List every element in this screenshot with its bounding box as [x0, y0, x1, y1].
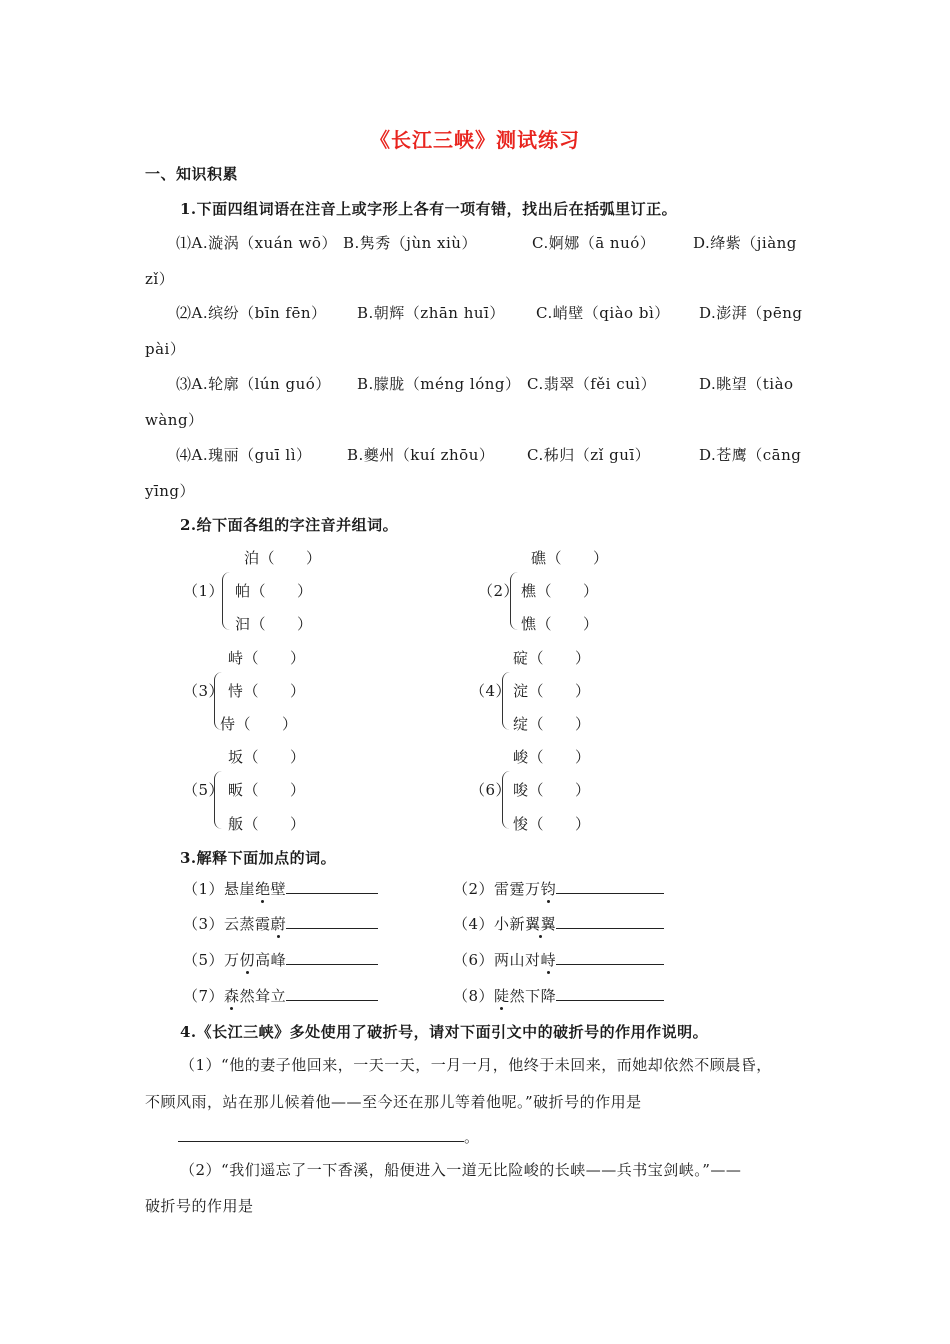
brace-icon [214, 771, 222, 829]
term-item: （3）云蒸霞蔚 [183, 913, 378, 934]
term-item: （1）悬崖绝壁 [183, 878, 378, 899]
quote-1-line-2: 不顾风雨，站在那儿候着他——至今还在那儿等着他呢。”破折号的作用是 [145, 1093, 642, 1111]
answer-blank[interactable] [556, 879, 664, 894]
answer-blank[interactable] [178, 1141, 464, 1142]
term-item: （5）万仞高峰 [183, 949, 378, 970]
answer-blank[interactable] [286, 950, 378, 965]
quote-2-line-1: （2）“我们遥忘了一下香溪，船便进入一道无比险峻的长峡——兵书宝剑峡。”—— [180, 1161, 742, 1179]
term-item: （7）森然耸立 [183, 985, 378, 1006]
q1-prompt: 1.下面四组词语在注音上或字形上各有一项有错，找出后在括弧里订正。 [180, 200, 678, 218]
q3-prompt: 3.解释下面加点的词。 [180, 849, 337, 867]
brace-icon [502, 771, 510, 829]
quote-1-line-1: （1）“他的妻子他回来，一天一天，一月一月，他终于未回来，而她却依然不顾晨昏， [180, 1056, 772, 1074]
answer-blank[interactable] [556, 914, 664, 929]
q2-prompt: 2.给下面各组的字注音并组词。 [180, 516, 399, 534]
answer-blank[interactable] [286, 879, 378, 894]
answer-blank[interactable] [556, 986, 664, 1001]
answer-blank[interactable] [286, 914, 378, 929]
term-item: （2）雷霆万钧 [453, 878, 664, 899]
answer-blank[interactable] [556, 950, 664, 965]
term-item: （8）陡然下降 [453, 985, 664, 1006]
term-item: （4）小新翼翼 [453, 913, 664, 934]
brace-icon [510, 572, 518, 630]
brace-icon [502, 672, 510, 730]
period: 。 [464, 1128, 480, 1146]
page-title: 《长江三峡》测试练习 [370, 128, 580, 152]
term-item: （6）两山对峙 [453, 949, 664, 970]
brace-icon [222, 572, 230, 630]
quote-2-line-2: 破折号的作用是 [145, 1197, 254, 1215]
q4-prompt: 4.《长江三峡》多处使用了破折号，请对下面引文中的破折号的作用作说明。 [180, 1023, 709, 1041]
worksheet-page: 《长江三峡》测试练习 一、知识积累 1.下面四组词语在注音上或字形上各有一项有错，找出后在括弧里订正。 ⑴A.漩涡（xuán wō） B.隽秀（jùn xiù） C.婀娜（ā nuó） D.绛紫（jiàng zǐ） ⑵A.缤纷（bīn fēn） B.朝辉（zhān huī） C.峭壁（qiào bì） D.澎湃（pēng pài） ⑶A.轮廓（lún guó） B.朦胧（méng lóng） C.翡翠（fěi cuì） D.眺望（tiào wàng） ⑷A.瑰丽（guī lì） B.夔州（kuí zhōu） C.秭归（zǐ guī） D.苍鹰（cāng yīng） 2.给下面各组的字注音并组词。 （1） 泊（ ） 帕（ ） 汩（ ） （2） 礁（ ） 樵（ ） 憔（ ） （3） 峙（ ） 恃（ ） 侍（ ） （4） 碇（ ） 淀（ ） 绽（ ） （5） 坂（ ） 畈（ ） 舨（ ） （6） 峻（ ） 唆（ ） 悛（ ） 3.解释下面加点的词。 （1）悬崖绝壁 （2）雷霆万钧 （3）云蒸霞蔚 （4）小新翼翼 （5）万仞高峰 （6）两山对峙 （7）森然耸立 （8）陡然下降 4.《长江三峡》多处使用了破折号，请对下面引文中的破折号的作用作说明。 （1）“他的妻子他回来，一天一天，一月一月，他终于未回来，而她却依然不顾晨昏， 不顾风雨，站在那儿候着他——至今还在那儿等着他呢。”破折号的作用是 。 （2）“我们遥忘了一下香溪，船便进入一道无比险峻的长峡——兵书宝剑峡。”—— 破折号的作用是 [0, 0, 950, 1344]
answer-blank[interactable] [286, 986, 378, 1001]
section-heading: 一、知识积累 [145, 165, 239, 183]
